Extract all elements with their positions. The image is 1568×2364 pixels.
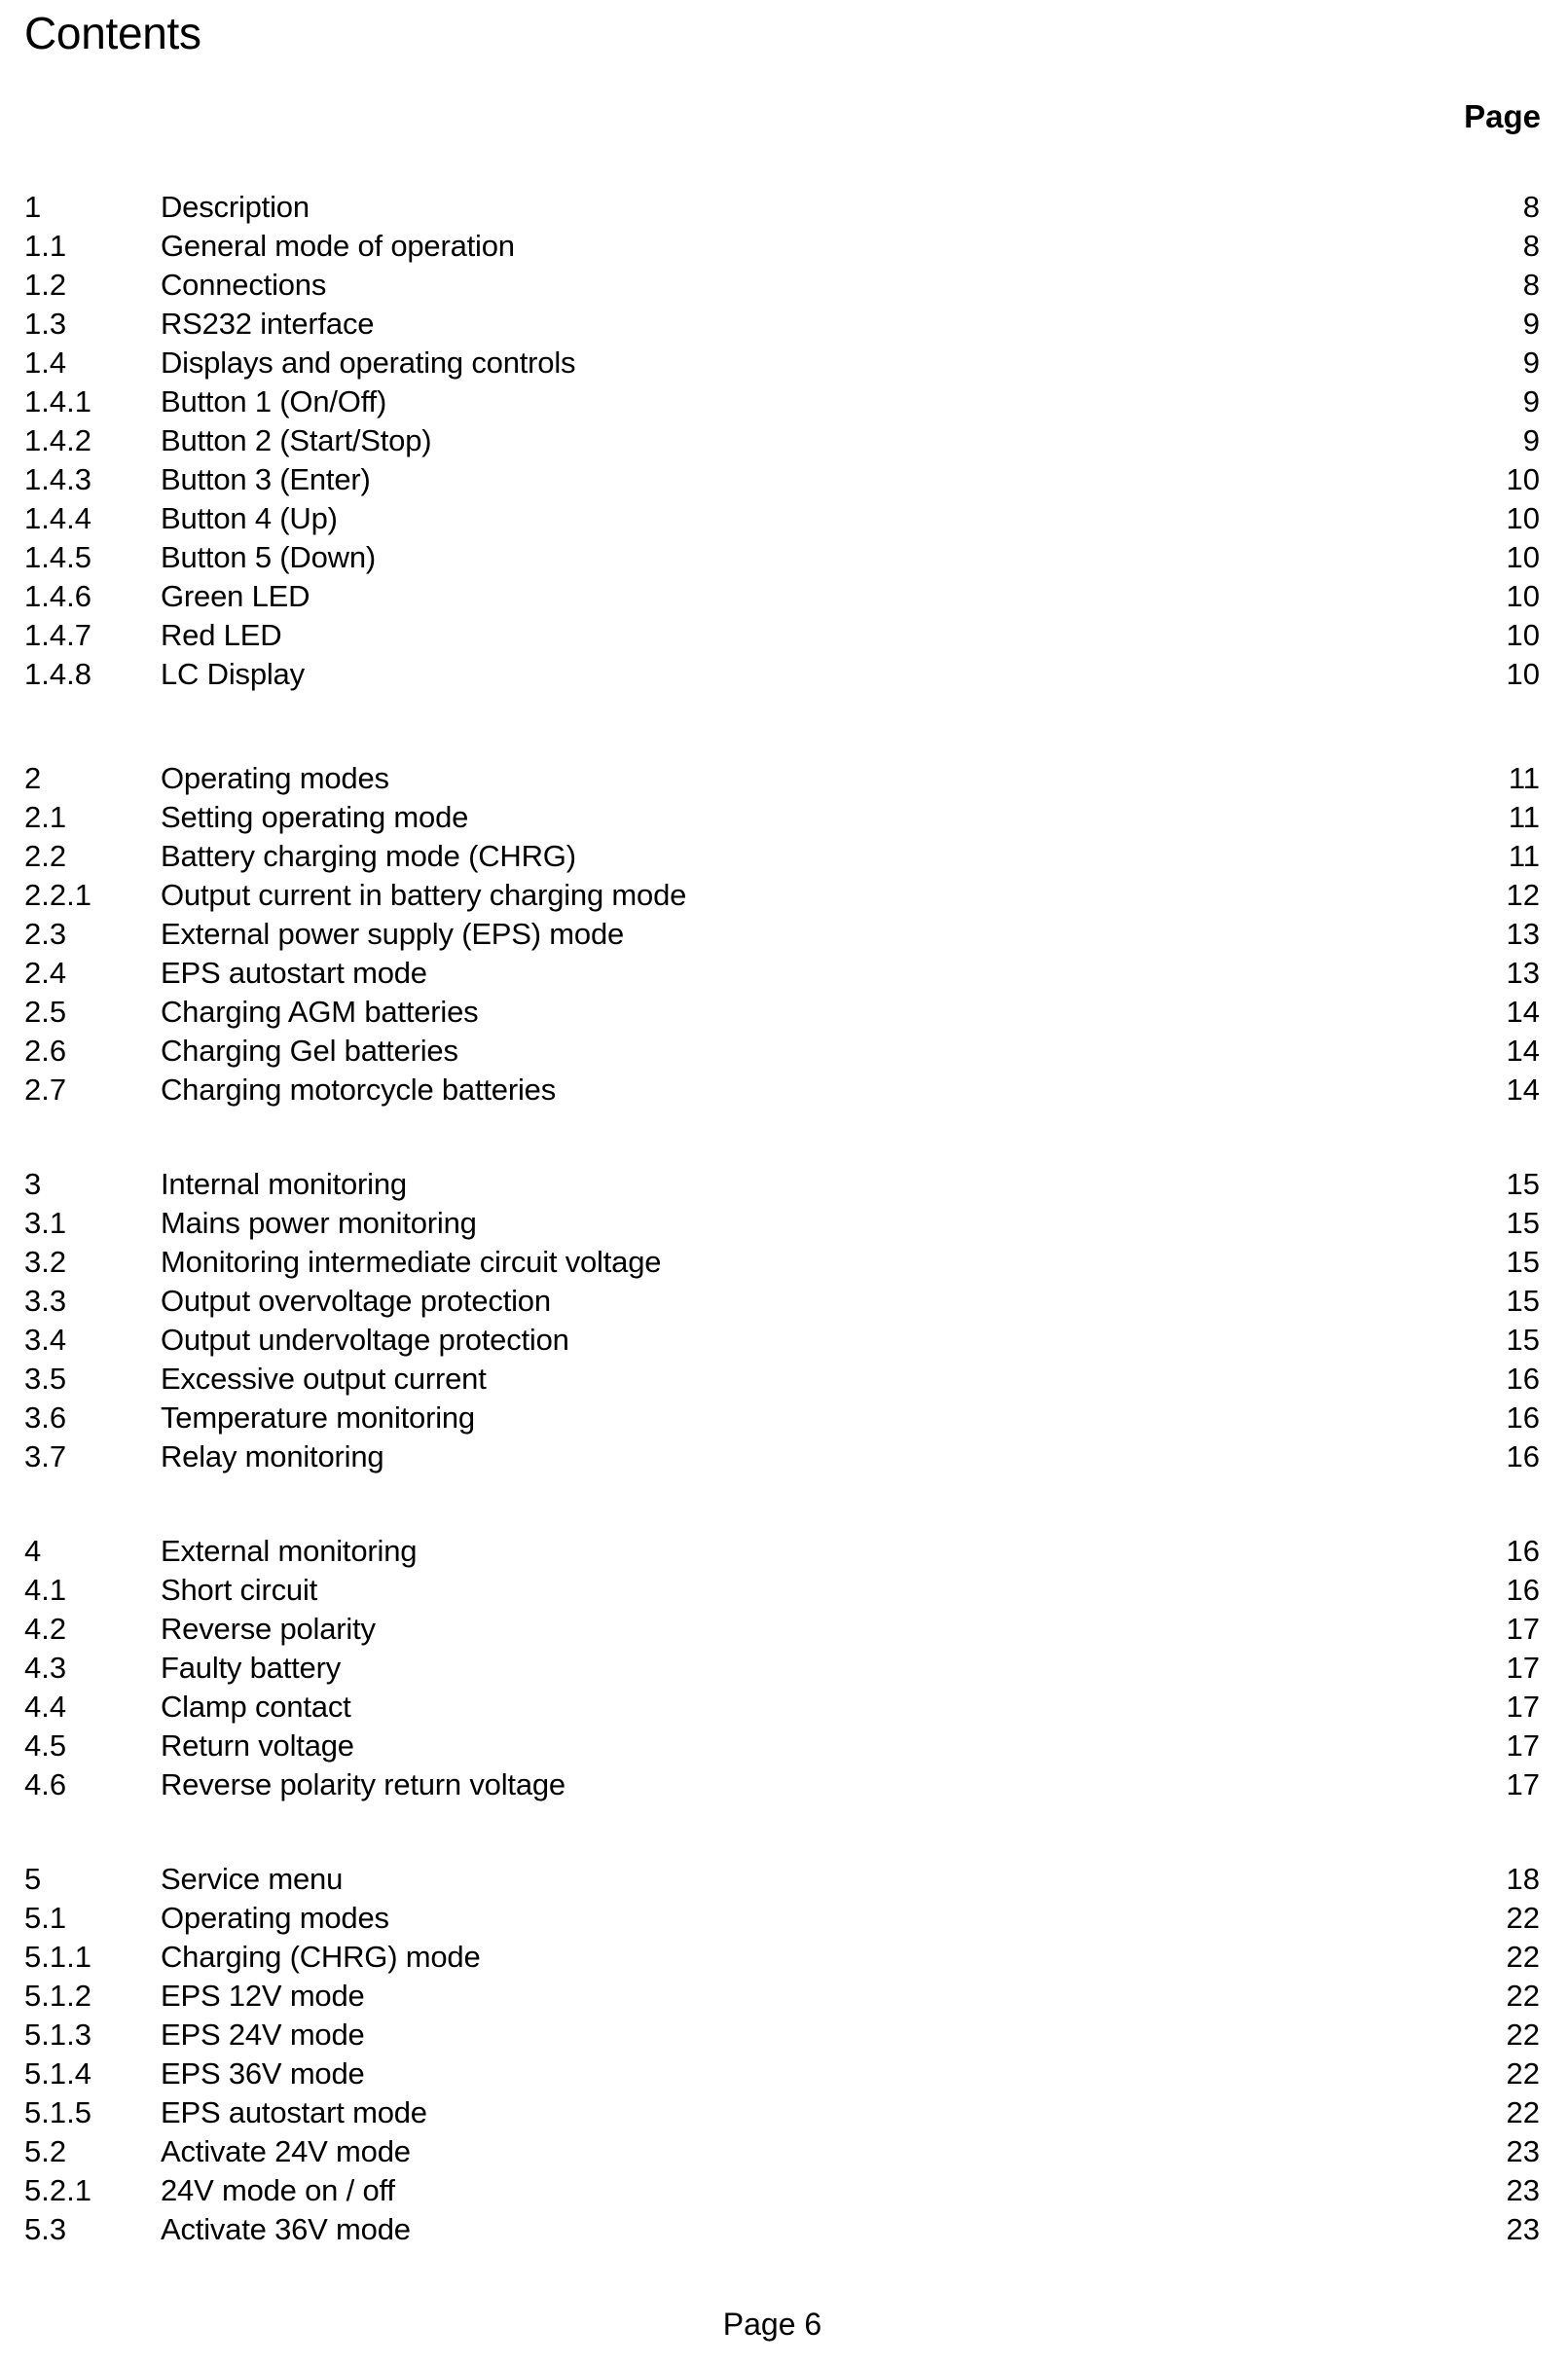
toc-entry-page: 22 — [1506, 2056, 1540, 2091]
toc-entry-page: 15 — [1506, 1323, 1540, 1357]
toc-entry[interactable] — [0, 305, 1568, 344]
toc-entry-page: 22 — [1506, 2095, 1540, 2129]
toc-entry-number: 3.4 — [24, 1323, 67, 1357]
toc-entry-number: 5.2 — [24, 2134, 67, 2168]
toc-entry-page: 17 — [1506, 1690, 1540, 1724]
toc-entry-page: 22 — [1506, 2018, 1540, 2052]
toc-section — [0, 1165, 1568, 1476]
toc-entry-page: 9 — [1522, 307, 1540, 341]
toc-entry-page: 9 — [1522, 423, 1540, 457]
toc-entry-number: 1.4 — [24, 346, 67, 380]
toc-entry-title: EPS 36V mode — [161, 2056, 365, 2091]
toc-entry-title: Charging (CHRG) mode — [161, 1940, 481, 1974]
toc-entry-page: 14 — [1506, 1034, 1540, 1068]
toc-entry-page: 13 — [1506, 956, 1540, 990]
toc-entry-title: Relay monitoring — [161, 1439, 384, 1473]
toc-entry-title: Button 5 (Down) — [161, 540, 376, 574]
toc-entry-number: 1.4.1 — [24, 384, 91, 418]
toc-entry-title: Reverse polarity — [161, 1612, 376, 1646]
toc-entry[interactable] — [0, 2210, 1568, 2249]
toc-entry[interactable] — [0, 344, 1568, 382]
toc-entry[interactable] — [0, 1610, 1568, 1649]
toc-entry-number: 3.7 — [24, 1439, 67, 1473]
toc-entry-number: 4.5 — [24, 1728, 67, 1763]
toc-entry[interactable] — [0, 1399, 1568, 1437]
toc-entry-title: EPS 12V mode — [161, 1979, 365, 2013]
toc-entry-number: 2.2.1 — [24, 878, 91, 912]
toc-entry-title: Button 1 (On/Off) — [161, 384, 387, 418]
toc-entry[interactable] — [0, 2016, 1568, 2055]
toc-entry-title: Mains power monitoring — [161, 1206, 477, 1240]
toc-entry[interactable] — [0, 876, 1568, 915]
toc-entry[interactable] — [0, 1243, 1568, 1282]
toc-entry[interactable] — [0, 1649, 1568, 1688]
toc-entry[interactable] — [0, 1688, 1568, 1727]
toc-entry-number: 4.3 — [24, 1651, 67, 1685]
toc-entry-page: 11 — [1508, 839, 1540, 873]
toc-entry-number: 5.1 — [24, 1901, 67, 1935]
toc-entry-number: 1.4.5 — [24, 540, 91, 574]
toc-entry-number: 5 — [24, 1862, 42, 1896]
toc-entry-number: 4 — [24, 1534, 42, 1568]
toc-entry-number: 2 — [24, 761, 42, 795]
toc-entry-title: Red LED — [161, 618, 282, 652]
toc-entry-page: 15 — [1506, 1206, 1540, 1240]
toc-entry[interactable] — [0, 2093, 1568, 2132]
toc-entry[interactable] — [0, 1860, 1568, 1899]
toc-entry[interactable] — [0, 538, 1568, 577]
toc-entry-number: 2.3 — [24, 917, 67, 951]
toc-entry-title: Output current in battery charging mode — [161, 878, 687, 912]
toc-entry-number: 4.6 — [24, 1767, 67, 1801]
toc-entry-page: 17 — [1506, 1767, 1540, 1801]
toc-entry-number: 1.4.3 — [24, 462, 91, 496]
toc-entry-number: 2.6 — [24, 1034, 67, 1068]
toc-entry-page: 17 — [1506, 1651, 1540, 1685]
toc-entry-page: 14 — [1506, 995, 1540, 1029]
toc-entry-title: General mode of operation — [161, 229, 515, 263]
toc-entry-page: 8 — [1522, 190, 1540, 224]
toc-entry-title: Output overvoltage protection — [161, 1284, 551, 1318]
toc-entry-title: Return voltage — [161, 1728, 354, 1763]
toc-entry-page: 13 — [1506, 917, 1540, 951]
toc-entry-title: Monitoring intermediate circuit voltage — [161, 1245, 662, 1279]
toc-entry-number: 4.2 — [24, 1612, 67, 1646]
toc-entry-number: 1.4.4 — [24, 501, 91, 535]
toc-entry-page: 17 — [1506, 1612, 1540, 1646]
toc-entry-page: 8 — [1522, 229, 1540, 263]
toc-entry-title: Charging AGM batteries — [161, 995, 479, 1029]
toc-entry-title: Excessive output current — [161, 1362, 487, 1396]
toc-entry-number: 3 — [24, 1167, 42, 1201]
page-title: Contents — [24, 8, 201, 58]
toc-entry-page: 15 — [1506, 1167, 1540, 1201]
toc-entry-title: EPS autostart mode — [161, 2095, 427, 2129]
toc-entry-page: 16 — [1506, 1400, 1540, 1435]
toc-entry-title: 24V mode on / off — [161, 2173, 395, 2207]
toc-entry-title: Temperature monitoring — [161, 1400, 475, 1435]
toc-entry-number: 5.3 — [24, 2212, 67, 2246]
toc-entry-number: 2.4 — [24, 956, 67, 990]
toc-entry-number: 2.1 — [24, 800, 67, 834]
toc-entry[interactable] — [0, 616, 1568, 655]
toc-entry[interactable] — [0, 2055, 1568, 2093]
toc-entry[interactable] — [0, 227, 1568, 266]
toc-entry-title: EPS 24V mode — [161, 2018, 365, 2052]
toc-entry[interactable] — [0, 2132, 1568, 2171]
toc-entry-title: Operating modes — [161, 761, 389, 795]
toc-entry-title: LC Display — [161, 657, 305, 691]
toc-entry-title: Activate 36V mode — [161, 2212, 411, 2246]
toc-entry[interactable] — [0, 837, 1568, 876]
toc-entry[interactable] — [0, 577, 1568, 616]
toc-entry-title: EPS autostart mode — [161, 956, 427, 990]
toc-entry[interactable] — [0, 1071, 1568, 1109]
toc-entry-title: Green LED — [161, 579, 310, 613]
toc-entry-page: 15 — [1506, 1245, 1540, 1279]
toc-entry[interactable] — [0, 1571, 1568, 1610]
toc-entry[interactable] — [0, 188, 1568, 227]
toc-entry[interactable] — [0, 1032, 1568, 1071]
toc-entry-title: Clamp contact — [161, 1690, 351, 1724]
toc-entry-title: Output undervoltage protection — [161, 1323, 569, 1357]
toc-entry-title: Button 3 (Enter) — [161, 462, 371, 496]
toc-entry[interactable] — [0, 421, 1568, 460]
toc-section — [0, 1860, 1568, 2249]
toc-entry-title: Setting operating mode — [161, 800, 469, 834]
toc-entry-number: 1 — [24, 190, 42, 224]
toc-entry-page: 14 — [1506, 1073, 1540, 1107]
toc-entry-number: 2.5 — [24, 995, 67, 1029]
toc-entry-title: Operating modes — [161, 1901, 389, 1935]
toc-section — [0, 188, 1568, 694]
toc-entry[interactable] — [0, 915, 1568, 954]
toc-entry-page: 10 — [1506, 501, 1540, 535]
toc-entry-page: 23 — [1506, 2134, 1540, 2168]
toc-entry-page: 10 — [1506, 657, 1540, 691]
toc-entry-page: 16 — [1506, 1439, 1540, 1473]
toc-section — [0, 759, 1568, 1109]
toc-entry-page: 11 — [1508, 800, 1540, 834]
toc-entry-number: 5.1.1 — [24, 1940, 91, 1974]
toc-entry-page: 22 — [1506, 1940, 1540, 1974]
toc-entry-page: 12 — [1506, 878, 1540, 912]
toc-entry-title: Description — [161, 190, 310, 224]
toc-entry[interactable] — [0, 1360, 1568, 1399]
toc-entry[interactable] — [0, 1165, 1568, 1204]
toc-entry-title: Battery charging mode (CHRG) — [161, 839, 576, 873]
toc-entry[interactable] — [0, 1532, 1568, 1571]
toc-entry[interactable] — [0, 1765, 1568, 1804]
toc-entry[interactable] — [0, 1437, 1568, 1476]
toc-entry[interactable] — [0, 1899, 1568, 1938]
toc-entry-number: 3.2 — [24, 1245, 67, 1279]
toc-entry-page: 16 — [1506, 1534, 1540, 1568]
toc-entry-page: 8 — [1522, 268, 1540, 302]
toc-entry[interactable] — [0, 266, 1568, 305]
toc-entry[interactable] — [0, 460, 1568, 499]
toc-entry-page: 16 — [1506, 1573, 1540, 1607]
page-footer — [0, 2305, 1568, 2344]
toc-entry[interactable] — [0, 499, 1568, 538]
toc-entry-number: 1.3 — [24, 307, 67, 341]
toc-section — [0, 1532, 1568, 1804]
toc-entry-title: Activate 24V mode — [161, 2134, 411, 2168]
toc-entry-page: 10 — [1506, 618, 1540, 652]
toc-entry-number: 4.4 — [24, 1690, 67, 1724]
toc-entry-title: Faulty battery — [161, 1651, 342, 1685]
toc-entry[interactable] — [0, 382, 1568, 421]
toc-entry-title: Button 4 (Up) — [161, 501, 338, 535]
toc-entry[interactable] — [0, 954, 1568, 993]
toc-entry-title: Connections — [161, 268, 327, 302]
toc-entry-page: 10 — [1506, 540, 1540, 574]
toc-entry-number: 1.4.6 — [24, 579, 91, 613]
toc-entry[interactable] — [0, 993, 1568, 1032]
toc-entry-page: 9 — [1522, 384, 1540, 418]
toc-entry-title: Internal monitoring — [161, 1167, 407, 1201]
toc-entry[interactable] — [0, 798, 1568, 837]
toc-entry-page: 18 — [1506, 1862, 1540, 1896]
toc-entry-page: 10 — [1506, 579, 1540, 613]
toc-entry-number: 4.1 — [24, 1573, 67, 1607]
page-column-header: Page — [1464, 98, 1541, 134]
toc-entry-title: Reverse polarity return voltage — [161, 1767, 565, 1801]
toc-entry-page: 11 — [1508, 761, 1540, 795]
toc-entry-number: 5.1.3 — [24, 2018, 91, 2052]
toc-entry-title: Short circuit — [161, 1573, 318, 1607]
toc-entry[interactable] — [0, 1321, 1568, 1360]
toc-entry-number: 1.2 — [24, 268, 67, 302]
toc-entry-number: 2.2 — [24, 839, 67, 873]
toc-entry[interactable] — [0, 1938, 1568, 1977]
toc-entry-page: 23 — [1506, 2212, 1540, 2246]
toc-entry-page: 9 — [1522, 346, 1540, 380]
toc-entry-page: 15 — [1506, 1284, 1540, 1318]
toc-entry[interactable] — [0, 1204, 1568, 1243]
toc-entry-number: 5.1.5 — [24, 2095, 91, 2129]
toc-entry-title: Charging Gel batteries — [161, 1034, 458, 1068]
toc-entry-number: 1.4.2 — [24, 423, 91, 457]
toc-entry-number: 3.3 — [24, 1284, 67, 1318]
toc-entry-title: External monitoring — [161, 1534, 418, 1568]
toc-entry-number: 1.4.8 — [24, 657, 91, 691]
toc-entry-number: 5.1.2 — [24, 1979, 91, 2013]
toc-entry-title: Charging motorcycle batteries — [161, 1073, 556, 1107]
toc-entry[interactable] — [0, 655, 1568, 694]
toc-entry-page: 16 — [1506, 1362, 1540, 1396]
toc-entry-number: 1.4.7 — [24, 618, 91, 652]
toc-entry-page: 22 — [1506, 1901, 1540, 1935]
toc-entry-number: 3.1 — [24, 1206, 67, 1240]
toc-entry-page: 10 — [1506, 462, 1540, 496]
toc-entry[interactable] — [0, 1977, 1568, 2016]
toc-entry[interactable] — [0, 1282, 1568, 1321]
toc-entry-title: RS232 interface — [161, 307, 375, 341]
toc-entry-title: External power supply (EPS) mode — [161, 917, 625, 951]
toc-entry-number: 5.1.4 — [24, 2056, 91, 2091]
page-number-label: Page 6 — [722, 2307, 822, 2342]
toc-entry-number: 3.5 — [24, 1362, 67, 1396]
toc-entry-title: Displays and operating controls — [161, 346, 576, 380]
toc-entry-page: 22 — [1506, 1979, 1540, 2013]
toc-entry-number: 1.1 — [24, 229, 67, 263]
toc-entry[interactable] — [0, 759, 1568, 798]
toc-entry-number: 5.2.1 — [24, 2173, 91, 2207]
toc-entry[interactable] — [0, 1727, 1568, 1765]
toc-entry-page: 17 — [1506, 1728, 1540, 1763]
toc-entry-title: Service menu — [161, 1862, 344, 1896]
toc-entry-page: 23 — [1506, 2173, 1540, 2207]
toc-entry-title: Button 2 (Start/Stop) — [161, 423, 432, 457]
toc-entry-number: 2.7 — [24, 1073, 67, 1107]
toc-entry-number: 3.6 — [24, 1400, 67, 1435]
toc-entry[interactable] — [0, 2171, 1568, 2210]
